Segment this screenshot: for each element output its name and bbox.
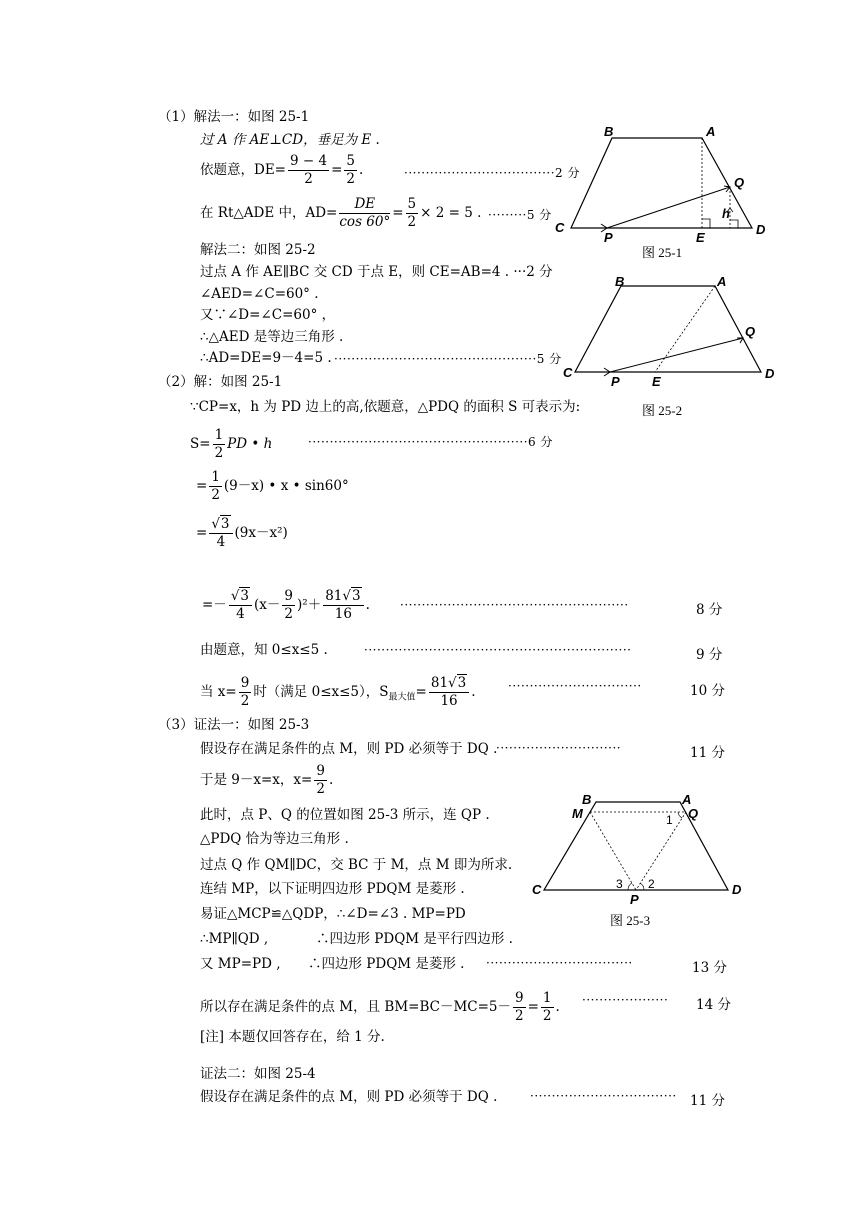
fig2-label-q: Q bbox=[745, 324, 756, 339]
fig2-label-p: P bbox=[611, 374, 620, 389]
part2-s-step1: S= $\frac{1}{2}$ PD • h bbox=[190, 427, 273, 461]
part3-line2: 于是 9－x=x，x= $\frac{9}{2}$ . bbox=[200, 763, 334, 797]
fig3-label-m: M bbox=[572, 806, 583, 821]
part1-method2-heading: 解法二：如图 25-2 bbox=[200, 242, 316, 258]
part3-method2-heading: 证法二：如图 25-4 bbox=[200, 1066, 316, 1082]
fig1-label-p: P bbox=[604, 230, 613, 245]
fig2-caption: 图 25-2 bbox=[642, 403, 683, 418]
part2-intro: ∵CP=x，h 为 PD 边上的高,依题意，△PDQ 的面积 S 可表示为: bbox=[190, 399, 581, 415]
part3-score-11: 11 分 bbox=[690, 745, 725, 761]
part2-dots-9: ······························································ bbox=[364, 643, 632, 657]
part1-ad-formula: 在 Rt△ADE 中，AD= $\frac{DE}{\cos 60^\circ}$ = $\frac{5}{2}$ × 2 = 5 . bbox=[200, 196, 482, 230]
part1-method2-line3: 又∵∠D=∠C=60° ， bbox=[200, 307, 336, 323]
part3-line9b: ∴四边形 PDQM 是菱形 . bbox=[308, 956, 465, 972]
fig1-label-d: D bbox=[756, 222, 766, 237]
part3-line3: 此时，点 P、Q 的位置如图 25-3 所示，连 QP . bbox=[200, 807, 490, 823]
part1-line1: 过 A 作 AE⊥CD，垂足为 E . bbox=[200, 132, 380, 148]
part2-score-9: 9 分 bbox=[696, 647, 723, 663]
fig3-label-c: C bbox=[532, 882, 542, 897]
part3-line4: △PDQ 恰为等边三角形 . bbox=[200, 831, 349, 847]
fig3-angle-2: 2 bbox=[648, 877, 655, 891]
part3-line6: 连结 MP，以下证明四边形 PDQM 是菱形 . bbox=[200, 881, 465, 897]
part1-method2-dots: ···············································5 分 bbox=[334, 352, 562, 366]
fig1-label-q: Q bbox=[734, 175, 745, 190]
fig3-label-d: D bbox=[732, 882, 742, 897]
part3-dots-11: ····························· bbox=[496, 741, 622, 755]
part3-score-13: 13 分 bbox=[692, 960, 727, 976]
part2-dots-10: ······························· bbox=[508, 679, 642, 693]
fig3-caption: 图 25-3 bbox=[610, 913, 651, 928]
part3-line7: 易证△MCP≌△QDP，∴∠D=∠3 . MP=PD bbox=[200, 906, 466, 922]
part3-score-14: 14 分 bbox=[696, 997, 731, 1013]
figure-25-3 bbox=[530, 790, 750, 908]
part2-s-step3: = $\frac{√3}{4}$ (9x－x²) bbox=[196, 516, 288, 550]
part3-line10: 所以存在满足条件的点 M，且 BM=BC－MC=5－ $\frac{9}{2}$ = $\frac{1}{2}$ . bbox=[200, 990, 560, 1024]
fig1-label-b: B bbox=[604, 124, 614, 139]
fig1-label-c: C bbox=[555, 220, 565, 235]
part2-range: 由题意，知 0≤x≤5 . bbox=[200, 642, 328, 658]
fig2-label-b: B bbox=[615, 274, 625, 289]
part1-method2-line5: ∴AD=DE=9－4=5 . bbox=[200, 350, 332, 366]
part2-s-step2: = $\frac{1}{2}$ (9－x) • x • sin60° bbox=[196, 469, 349, 503]
part3-method2-dots: ·································· bbox=[530, 1089, 677, 1103]
part2-score-8: 8 分 bbox=[696, 602, 723, 618]
part1-method2-line4: ∴△AED 是等边三角形 . bbox=[200, 329, 344, 345]
part1-score-dots-2: ···································2 分 bbox=[404, 166, 580, 180]
part1-de-formula: 依题意，DE= $\frac{9 - 4}{2}$ = $\frac{5}{2}$ . bbox=[200, 153, 364, 187]
fig2-label-e: E bbox=[652, 374, 661, 389]
part3-line5: 过点 Q 作 QM∥DC，交 BC 于 M，点 M 即为所求. bbox=[200, 857, 513, 873]
fig3-angle-1: 1 bbox=[666, 813, 673, 827]
fig1-label-a: A bbox=[706, 124, 716, 139]
fig2-label-d: D bbox=[765, 366, 775, 381]
fig3-label-a: A bbox=[682, 792, 692, 807]
part2-s-step4: =－ $\frac{√3}{4}$ (x－ $\frac{9}{2}$ )²＋ $\frac{81√3}{16}$ . bbox=[202, 588, 370, 622]
part2-score-10: 10 分 bbox=[690, 683, 725, 699]
part3-line1: 假设存在满足条件的点 M，则 PD 必须等于 DQ . bbox=[200, 741, 498, 757]
fig3-label-b: B bbox=[582, 792, 592, 807]
part1-method2-line1: 过点 A 作 AE∥BC 交 CD 于点 E，则 CE=AB=4 . ···2 分 bbox=[200, 264, 553, 280]
part2-heading: （2）解：如图 25-1 bbox=[158, 374, 283, 390]
part1-method2-line2: ∠AED=∠C=60° . bbox=[200, 286, 319, 302]
part3-line8b: ∴四边形 PDQM 是平行四边形 . bbox=[316, 931, 513, 947]
fig3-label-p: P bbox=[630, 892, 639, 907]
part3-dots-14: ···················· bbox=[582, 993, 669, 1007]
part2-dots-8: ····················································· bbox=[400, 598, 629, 612]
part1-heading: （1）解法一：如图 25-1 bbox=[158, 109, 310, 125]
part3-method2-score: 11 分 bbox=[690, 1093, 725, 1109]
part3-line8a: ∴MP∥QD , bbox=[200, 931, 269, 947]
fig3-label-q: Q bbox=[688, 806, 699, 821]
fig1-caption: 图 25-1 bbox=[642, 245, 683, 260]
figure-25-1 bbox=[550, 124, 790, 254]
figure-25-2 bbox=[555, 274, 785, 390]
fig1-label-e: E bbox=[696, 230, 705, 245]
fig2-label-c: C bbox=[563, 365, 573, 380]
part2-max: 当 x= $\frac{9}{2}$ 时（满足 0≤x≤5），$S_{最大值}=$ $\frac{81√3}{16}$ . bbox=[200, 675, 476, 709]
part3-heading: （3）证法一：如图 25-3 bbox=[158, 717, 310, 733]
part3-method2-line1: 假设存在满足条件的点 M，则 PD 必须等于 DQ . bbox=[200, 1089, 498, 1105]
fig3-angle-3: 3 bbox=[616, 877, 623, 891]
fig2-label-a: A bbox=[717, 274, 727, 289]
part3-note: [注] 本题仅回答存在，给 1 分. bbox=[200, 1029, 385, 1045]
part3-line9a: 又 MP=PD , bbox=[200, 956, 281, 972]
part1-score-dots-5: ·········5 分 bbox=[488, 208, 552, 222]
part3-dots-13: ·································· bbox=[486, 956, 633, 970]
part2-dots-6: ···················································6 分 bbox=[308, 435, 553, 449]
fig1-label-h: h bbox=[722, 206, 730, 221]
